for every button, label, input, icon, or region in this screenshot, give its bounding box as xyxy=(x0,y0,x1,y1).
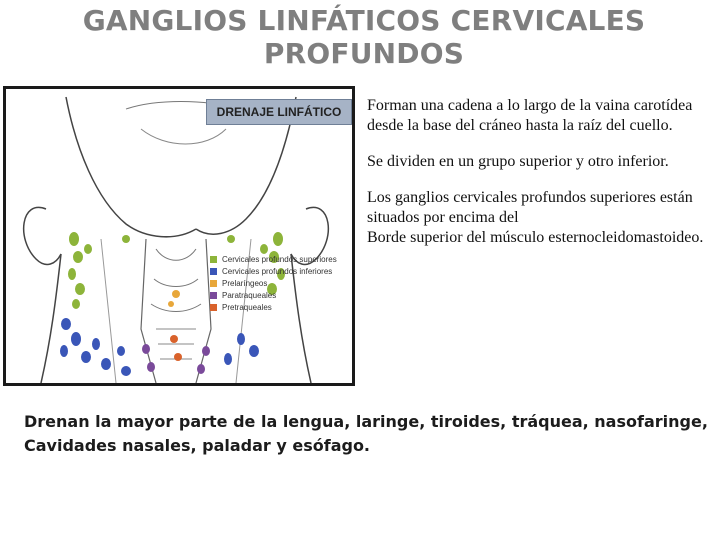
legend-label: Paratraqueales xyxy=(222,290,277,300)
description-paragraph: Forman una cadena a lo largo de la vaina carotídea desde la base del cráneo hasta la raíz del cuello. xyxy=(367,97,693,134)
legend-item xyxy=(210,301,355,313)
legend-item xyxy=(210,277,355,289)
footer-line: Drenan la mayor parte de la lengua, laringe, tiroides, tráquea, nasofaringe, xyxy=(24,412,708,431)
description-text xyxy=(367,96,719,264)
legend-label: Prelaríngeos xyxy=(222,278,268,288)
lymph-drainage-figure xyxy=(3,86,355,386)
prelaryngeal-nodes xyxy=(168,290,180,307)
footer-line: Cavidades nasales, paladar y esófago. xyxy=(24,436,371,455)
description-paragraph xyxy=(367,188,719,248)
legend-item xyxy=(210,253,355,265)
neck-illustration xyxy=(6,89,352,383)
legend-item xyxy=(210,265,355,277)
legend-label: Cervicales profundos inferiores xyxy=(222,266,333,276)
figure-header: DRENAJE LINFÁTICO xyxy=(206,99,352,125)
description-line: Borde superior del músculo esternocleidomastoideo. xyxy=(367,229,704,246)
legend-swatch xyxy=(210,280,217,287)
slide-title: GANGLIOS LINFÁTICOS CERVICALES PROFUNDOS xyxy=(82,4,646,70)
legend-label: Pretraqueales xyxy=(222,302,272,312)
legend-swatch xyxy=(210,292,217,299)
footer-summary xyxy=(24,410,714,458)
description-paragraph: Se dividen en un grupo superior y otro inferior. xyxy=(367,153,669,170)
figure-legend xyxy=(210,253,355,313)
description-line: Los ganglios cervicales profundos superiores están situados por encima del xyxy=(367,189,693,226)
legend-swatch xyxy=(210,256,217,263)
legend-label: Cervicales profundos superiores xyxy=(222,254,337,264)
inferior-nodes xyxy=(60,318,259,376)
legend-swatch xyxy=(210,304,217,311)
legend-swatch xyxy=(210,268,217,275)
pretracheal-nodes xyxy=(170,335,182,361)
legend-item xyxy=(210,289,355,301)
